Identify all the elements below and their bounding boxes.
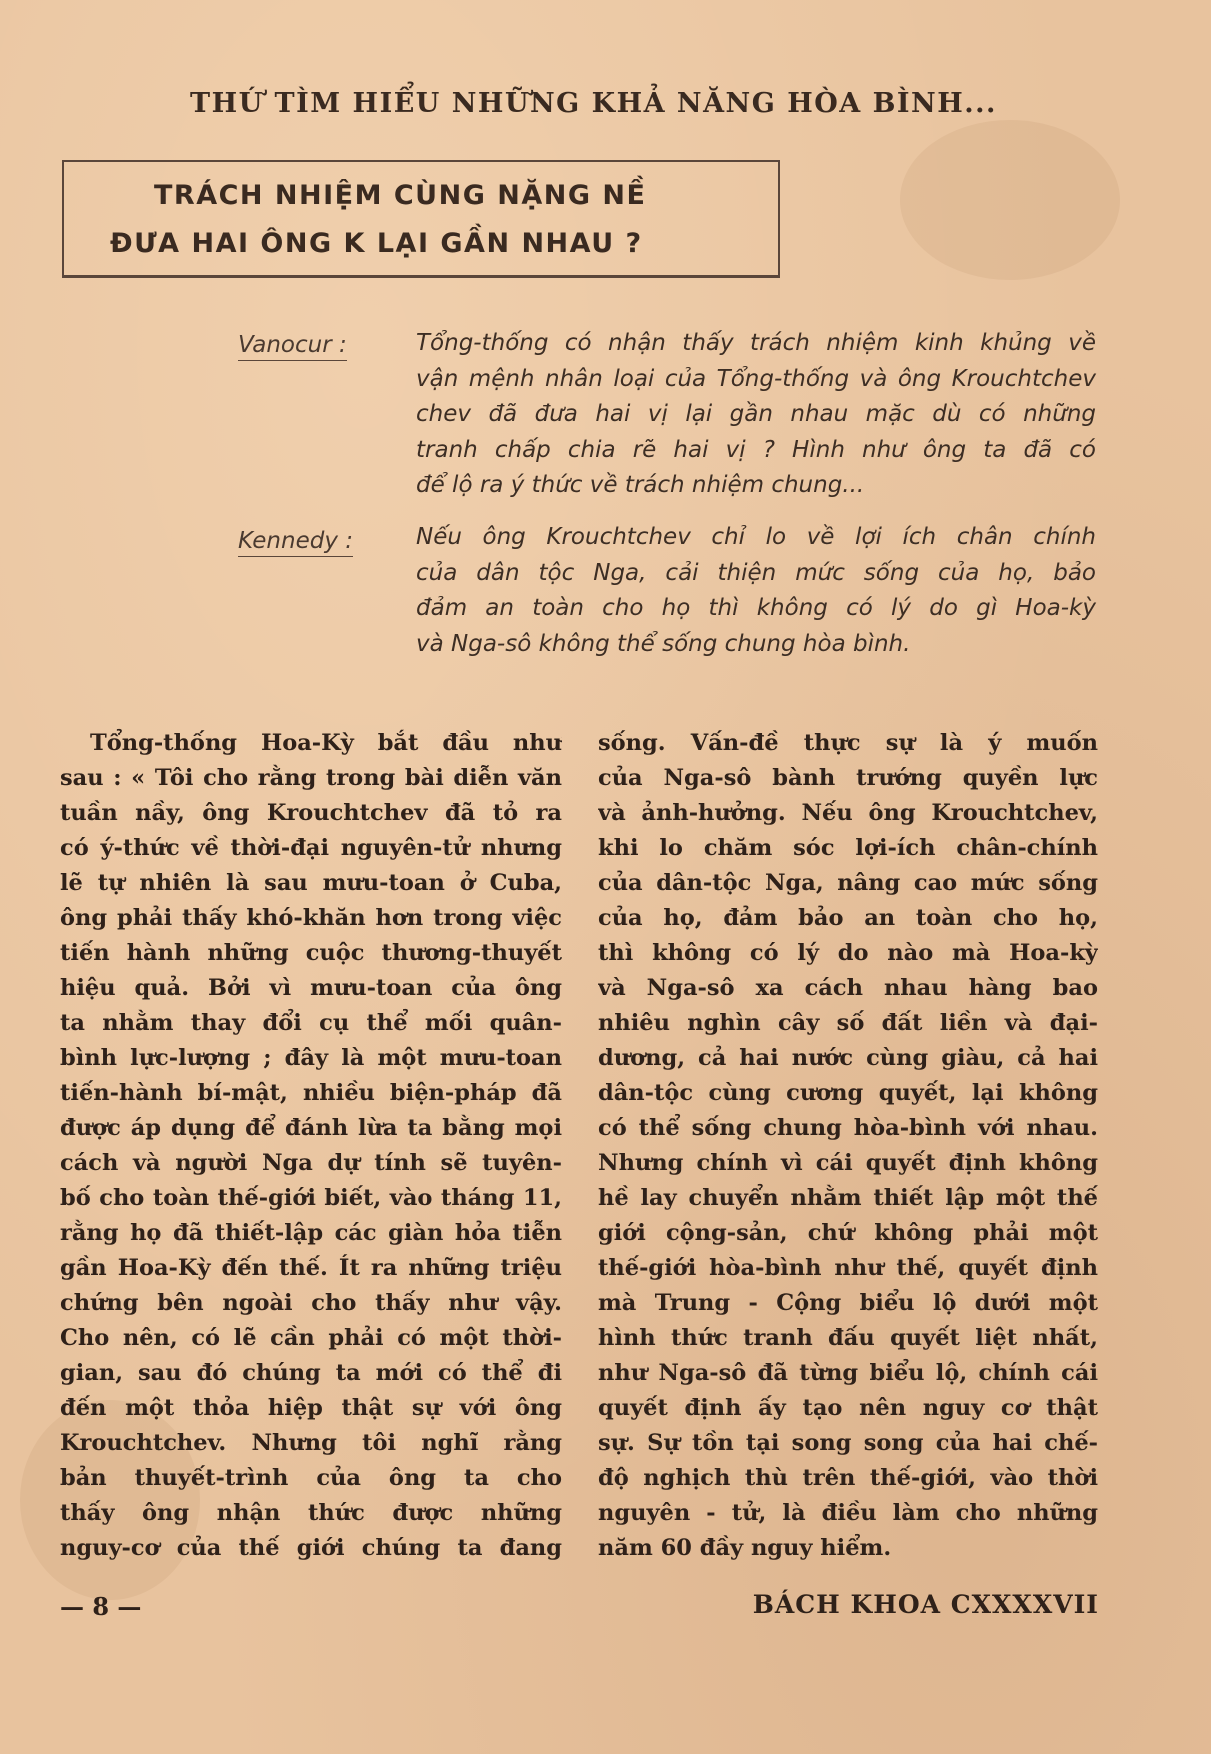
body-line: rằng họ đã thiết-lập các giàn hỏa tiễn [60, 1220, 562, 1246]
speech-line: Nếu ông Krouchtchev chỉ lo về lợi ích chân chính [416, 524, 1096, 550]
body-line: quyết định ấy tạo nên nguy cơ thật [598, 1395, 1098, 1421]
body-line: Krouchtchev. Nhưng tôi nghĩ rằng [60, 1430, 562, 1456]
body-line: của Nga-sô bành trướng quyền lực [598, 765, 1098, 791]
body-line: hiệu quả. Bởi vì mưu-toan của ông [60, 975, 562, 1001]
body-line: khi lo chăm sóc lợi-ích chân-chính [598, 835, 1098, 861]
speech-line: tranh chấp chia rẽ hai vị ? Hình như ông ta đã có [416, 436, 1096, 463]
journal-name: BÁCH KHOA CXXXXVII [752, 1590, 1099, 1619]
speaker-name: Vanocur : [238, 332, 347, 361]
speaker-label [238, 528, 353, 554]
body-line: và Nga-sô xa cách nhau hàng bao [598, 975, 1098, 1001]
body-line: tuần nầy, ông Krouchtchev đã tỏ ra [60, 800, 562, 826]
body-line: được áp dụng để đánh lừa ta bằng mọi [60, 1115, 562, 1141]
article-title-line-2: ĐƯA HAI ÔNG K LẠI GẦN NHAU ? [110, 228, 643, 259]
speaker-label [238, 332, 347, 358]
body-line: chứng bên ngoài cho thấy như vậy. [60, 1290, 562, 1316]
body-line: sự. Sự tồn tại song song của hai chế- [598, 1430, 1098, 1456]
body-line: của họ, đảm bảo an toàn cho họ, [598, 905, 1098, 931]
body-line: năm 60 đầy nguy hiểm. [598, 1535, 892, 1561]
body-line: ông phải thấy khó-khăn hơn trong việc [60, 905, 562, 931]
body-line: giới cộng-sản, chứ không phải một [598, 1220, 1098, 1246]
body-line: mà Trung - Cộng biểu lộ dưới một [598, 1290, 1098, 1316]
body-line: bình lực-lượng ; đây là một mưu-toan [60, 1045, 562, 1071]
body-line: gian, sau đó chúng ta mới có thể đi [60, 1360, 562, 1386]
body-line: thấy ông nhận thức được những [60, 1500, 562, 1526]
body-line: nhiêu nghìn cây số đất liền và đại- [598, 1010, 1098, 1036]
body-line: hề lay chuyển nhằm thiết lập một thế [598, 1185, 1098, 1211]
body-line: cách và người Nga dự tính sẽ tuyên- [60, 1150, 562, 1176]
body-line: bản thuyết-trình của ông ta cho [60, 1465, 562, 1491]
body-line: bố cho toàn thế-giới biết, vào tháng 11, [60, 1185, 562, 1211]
body-line: dân-tộc cùng cương quyết, lại không [598, 1080, 1098, 1106]
speaker-name: Kennedy : [238, 528, 353, 557]
speech-line: vận mệnh nhân loại của Tổng-thống và ông Krouchtchev [416, 365, 1096, 392]
body-line: Nhưng chính vì cái quyết định không [598, 1150, 1098, 1176]
body-line: có thể sống chung hòa-bình với nhau. [598, 1115, 1098, 1141]
body-line: dương, cả hai nước cùng giàu, cả hai [598, 1045, 1098, 1071]
body-line: có ý-thức về thời-đại nguyên-tử nhưng [60, 835, 562, 861]
page-number: — 8 — [60, 1592, 142, 1621]
body-line: nguy-cơ của thế giới chúng ta đang [60, 1535, 562, 1561]
title-box [62, 160, 780, 278]
body-line: tiến-hành bí-mật, nhiều biện-pháp đã [60, 1080, 562, 1106]
speech-text [416, 326, 1096, 504]
body-line: của dân-tộc Nga, nâng cao mức sống [598, 870, 1098, 896]
article-title-line-1: TRÁCH NHIỆM CÙNG NẶNG NỀ [154, 180, 647, 211]
body-line: sau : « Tôi cho rằng trong bài diễn văn [60, 765, 562, 791]
body-line: Tổng-thống Hoa-Kỳ bắt đầu như [90, 730, 562, 756]
body-line: Cho nên, có lẽ cần phải có một thời- [60, 1325, 562, 1351]
body-line: ta nhằm thay đổi cụ thể mối quân- [60, 1010, 562, 1036]
speech-text [416, 520, 1096, 662]
speech-line: Tổng-thống có nhận thấy trách nhiệm kinh khủng về [416, 330, 1096, 356]
body-line: lẽ tự nhiên là sau mưu-toan ở Cuba, [60, 870, 562, 896]
body-line: sống. Vấn-đề thực sự là ý muốn [598, 730, 1098, 756]
body-line: gần Hoa-Kỳ đến thế. Ít ra những triệu [60, 1255, 562, 1281]
body-column-left [60, 726, 562, 1566]
body-line: độ nghịch thù trên thế-giới, vào thời [598, 1465, 1098, 1491]
speech-line: để lộ ra ý thức về trách nhiệm chung... [416, 472, 865, 498]
body-line: đến một thỏa hiệp thật sự với ông [60, 1395, 562, 1421]
body-line: thì không có lý do nào mà Hoa-kỳ [598, 940, 1098, 966]
body-line: hình thức tranh đấu quyết liệt nhất, [598, 1325, 1098, 1351]
speech-line: của dân tộc Nga, cải thiện mức sống của họ, bảo [416, 559, 1096, 586]
body-line: thế-giới hòa-bình như thế, quyết định [598, 1255, 1098, 1281]
body-line: tiến hành những cuộc thương-thuyết [60, 940, 562, 966]
paper-stain [900, 120, 1120, 280]
speech-line: và Nga-sô không thể sống chung hòa bình. [416, 630, 911, 657]
body-line: như Nga-sô đã từng biểu lộ, chính cái [598, 1360, 1098, 1386]
speech-line: chev đã đưa hai vị lại gần nhau mặc dù có những [416, 401, 1096, 427]
body-line: nguyên - tử, là điều làm cho những [598, 1500, 1098, 1526]
body-line: và ảnh-hưởng. Nếu ông Krouchtchev, [598, 800, 1098, 826]
running-head: THỨ TÌM HIỂU NHỮNG KHẢ NĂNG HÒA BÌNH... [190, 88, 997, 119]
speech-line: đảm an toàn cho họ thì không có lý do gì Hoa-kỳ [416, 595, 1096, 621]
body-column-right [598, 726, 1098, 1566]
